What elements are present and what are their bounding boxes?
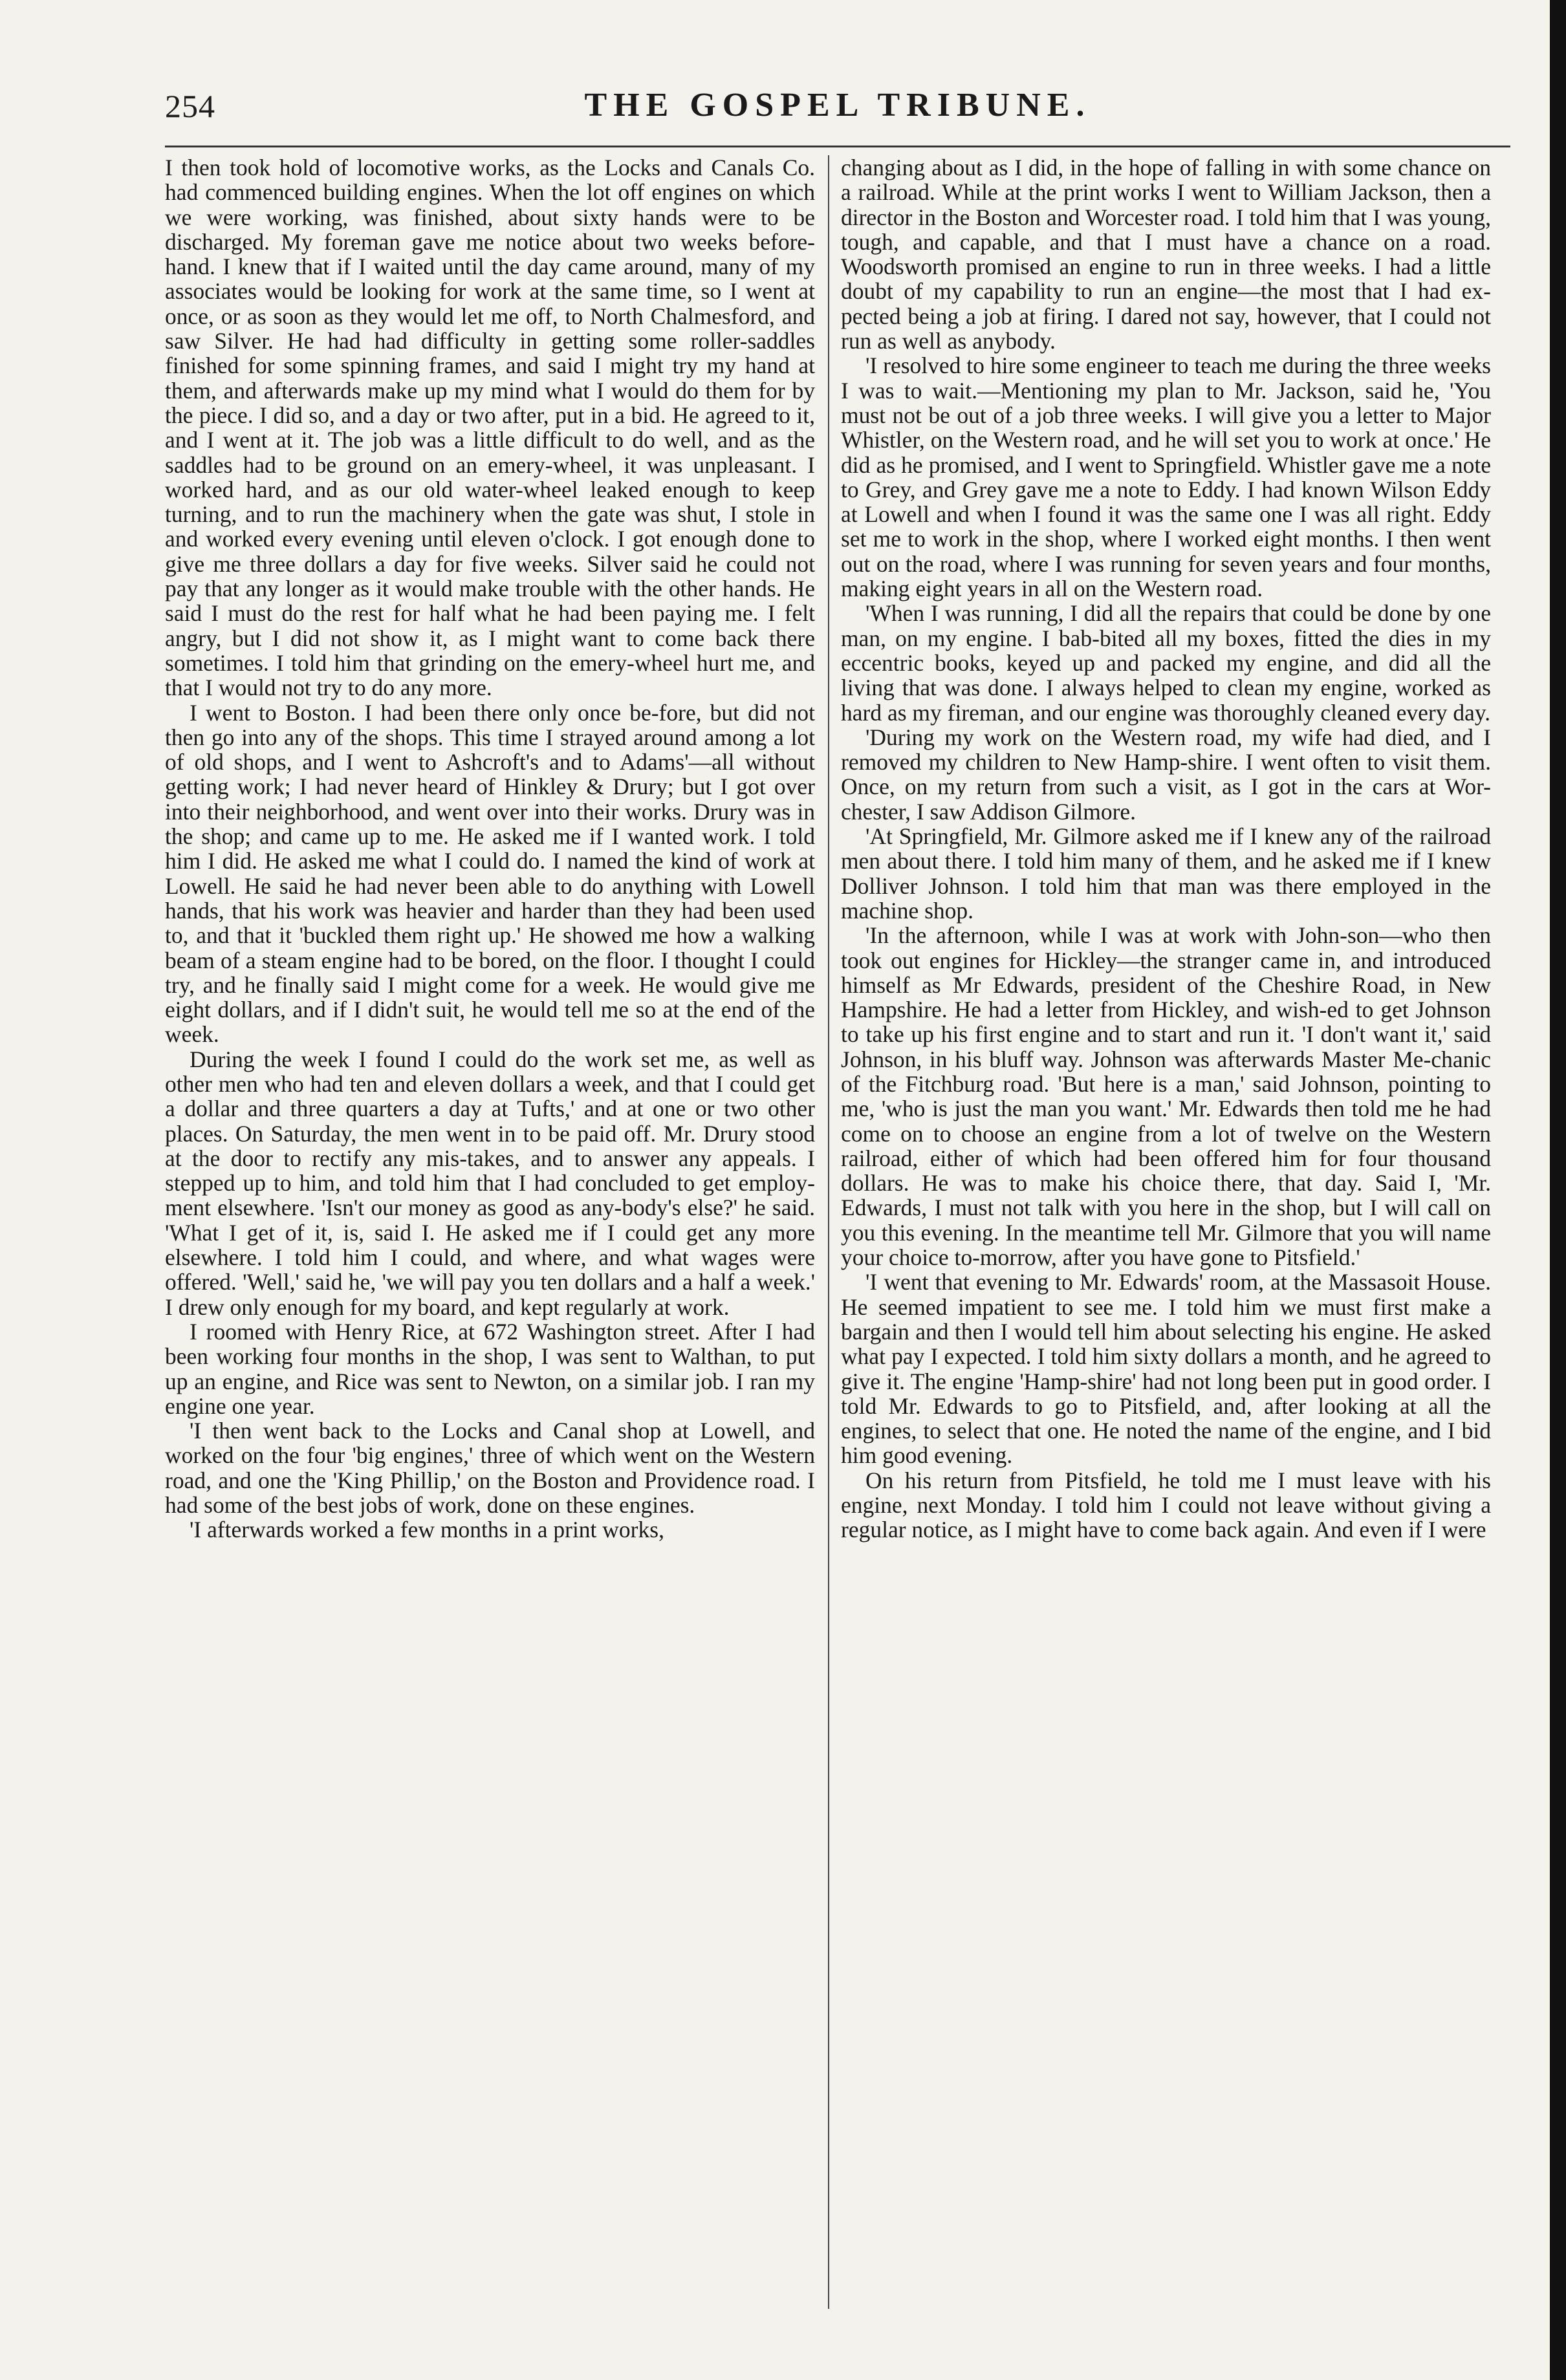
paragraph: 'I then went back to the Locks and Canal shop at Lowell, and worked on the four 'big engines,' three of which went on the Western road, and one the 'King Phillip,' on the Boston and Providence road. I had some of the best jobs of work, done on these engines. (165, 1418, 815, 1519)
paragraph: 'I resolved to hire some engineer to teach me during the three weeks I was to wait.—Mentioning my plan to Mr. Jackson, said he, 'You must not be out of a job three weeks. I will give you a letter to Major Whistler, on the Western road, and he will set you to work at once.' He did as he promised, and I went to Springfield. Whistler gave me a note to Grey, and Grey gave me a note to Eddy. I had known Wilson Eddy at Lowell and when I found it was the same one I was all right. Eddy set me to work in the shop, where I worked eight months. I then went out on the road, where I was running for seven years and four months, making eight years in all on the Western road. (841, 352, 1491, 602)
paragraph: On his return from Pitsfield, he told me I must leave with his engine, next Monday. I told him I could not leave without giving a regular notice, as I might have to come back again. And even if I were (841, 1467, 1491, 1543)
paragraph: 'During my work on the Western road, my wife had died, and I removed my children to New Hamp-shire. I went often to visit them. Once, on my return from such a visit, as I got in the cars at Wor-chester, I saw Addison Gilmore. (841, 724, 1491, 825)
page-number: 254 (165, 88, 215, 124)
page-header (165, 87, 1510, 133)
column-divider (828, 155, 829, 2309)
paragraph: During the week I found I could do the work set me, as well as other men who had ten and eleven dollars a week, and that I could get a dollar and three quarters a day at Tufts,' and at one or two other places. On Saturday, the men went in to be paid off. Mr. Drury stood at the door to rectify any mis-takes, and to answer any appeals. I stepped up to him, and told him that I had concluded to get employ-ment elsewhere. 'Isn't our money as good as any-body's else?' he said. 'What I get of it, is, said I. He asked me if I could get any more elsewhere. I told him I could, and where, and what wages were offered. 'Well,' said he, 'we will pay you ten dollars and a half a week.' I drew only enough for my board, and kept regularly at work. (165, 1046, 815, 1320)
binding-edge (1550, 0, 1566, 2380)
paragraph: 'At Springfield, Mr. Gilmore asked me if I knew any of the railroad men about there. I told him many of them, and he asked me if I knew Dolliver Johnson. I told him that man was there employed in the machine shop. (841, 823, 1491, 924)
paragraph: I then took hold of locomotive works, as the Locks and Canals Co. had commenced building engines. When the lot off engines on which we were working, was finished, about sixty hands were to be discharged. My foreman gave me notice about two weeks before-hand. I knew that if I waited until the day came around, many of my associates would be looking for work at the same time, so I went at once, or as soon as they would let me off, to North Chalmesford, and saw Silver. He had had difficulty in getting some roller-saddles finished for some spinning frames, and said I might try my hand at them, and afterwards make up my mind what I would do them for by the piece. I did so, and a day or two after, put in a bid. He agreed to it, and I went at it. The job was a little difficult to do well, and as the saddles had to be ground on an emery-wheel, it was unpleasant. I worked hard, and as our old water-wheel leaked enough to keep turning, and to run the machinery when the gate was shut, I stole in and worked every evening until eleven o'clock. I got enough done to give me three dollars a day for five weeks. Silver said he could not pay that any longer as it would make trouble with the other hands. He said I must do the rest for half what he had been paying me. I felt angry, but I did not show it, as I might want to come back there sometimes. I told him that grinding on the emery-wheel hurt me, and that I would not try to do any more. (165, 155, 815, 701)
paragraph: I went to Boston. I had been there only once be-fore, but did not then go into any of the shops. This time I strayed around among a lot of old shops, and I went to Ashcroft's and to Adams'—all without getting work; I had never heard of Hinkley & Drury; but I got over into their neighborhood, and went over into their works. Drury was in the shop; and came up to me. He asked me if I wanted work. I told him I did. He asked me what I could do. I named the kind of work at Lowell. He said he had never been able to do anything with Lowell hands, that his work was heavier and harder than they had been used to, and that it 'buckled them right up.' He showed me how a walking beam of a steam engine had to be bored, on the floor. I thought I could try, and he finally said I might come for a week. He would give me eight dollars, and if I didn't suit, he would tell me so at the end of the week. (165, 699, 815, 1048)
masthead-title: THE GOSPEL TRIBUNE. (584, 87, 1091, 124)
right-column (841, 155, 1491, 2309)
header-rule (165, 146, 1510, 147)
paragraph: 'When I was running, I did all the repairs that could be done by one man, on my engine. I bab-bited all my boxes, fitted the dies in my eccentric books, keyed up and packed my engine, and did all the living that was done. I always helped to clean my engine, worked as hard as my fireman, and our engine was thoroughly cleaned every day. (841, 600, 1491, 726)
paragraph: changing about as I did, in the hope of falling in with some chance on a railroad. While at the print works I went to William Jackson, then a director in the Boston and Worcester road. I told him that I was young, tough, and capable, and that I must have a chance on a road. Woodsworth promised an engine to run in three weeks. I had a little doubt of my capability to run an engine—the most that I had ex-pected being a job at firing. I dared not say, however, that I could not run as well as anybody. (841, 155, 1491, 354)
paragraph: 'In the afternoon, while I was at work with John-son—who then took out engines for Hickley—the stranger came in, and introduced himself as Mr Edwards, president of the Cheshire Road, in New Hampshire. He had a letter from Hickley, and wish-ed to get Johnson to take up his first engine and to start and run it. 'I don't want it,' said Johnson, in his bluff way. Johnson was afterwards Master Me-chanic of the Fitchburg road. 'But here is a man,' said Johnson, pointing to me, 'who is just the man you want.' Mr. Edwards then told me he had come on to choose an engine from a lot of twelve on the Western railroad, either of which had been offered him for four thousand dollars. He was to make his choice there, that day. Said I, 'Mr. Edwards, I must not talk with you here in the shop, but I will call on you this evening. In the meantime tell Mr. Gilmore that you will name your choice to-morrow, after you have gone to Pitsfield.' (841, 922, 1491, 1271)
paragraph: I roomed with Henry Rice, at 672 Washington street. After I had been working four months in the shop, I was sent to Walthan, to put up an engine, and Rice was sent to Newton, on a similar job. I ran my engine one year. (165, 1318, 815, 1419)
paragraph: 'I afterwards worked a few months in a print works, (190, 1517, 664, 1543)
paragraph: 'I went that evening to Mr. Edwards' room, at the Massasoit House. He seemed impatient to see me. I told him we must first make a bargain and then I would tell him about selecting his engine. He asked what pay I expected. I told him sixty dollars a month, and he agreed to give it. The engine 'Hamp-shire' had not long been put in good order. I told Mr. Edwards to go to Pitsfield, and, after looking at all the engines, to select that one. He noted the name of the engine, and I bid him good evening. (841, 1269, 1491, 1469)
left-column (165, 155, 815, 2309)
